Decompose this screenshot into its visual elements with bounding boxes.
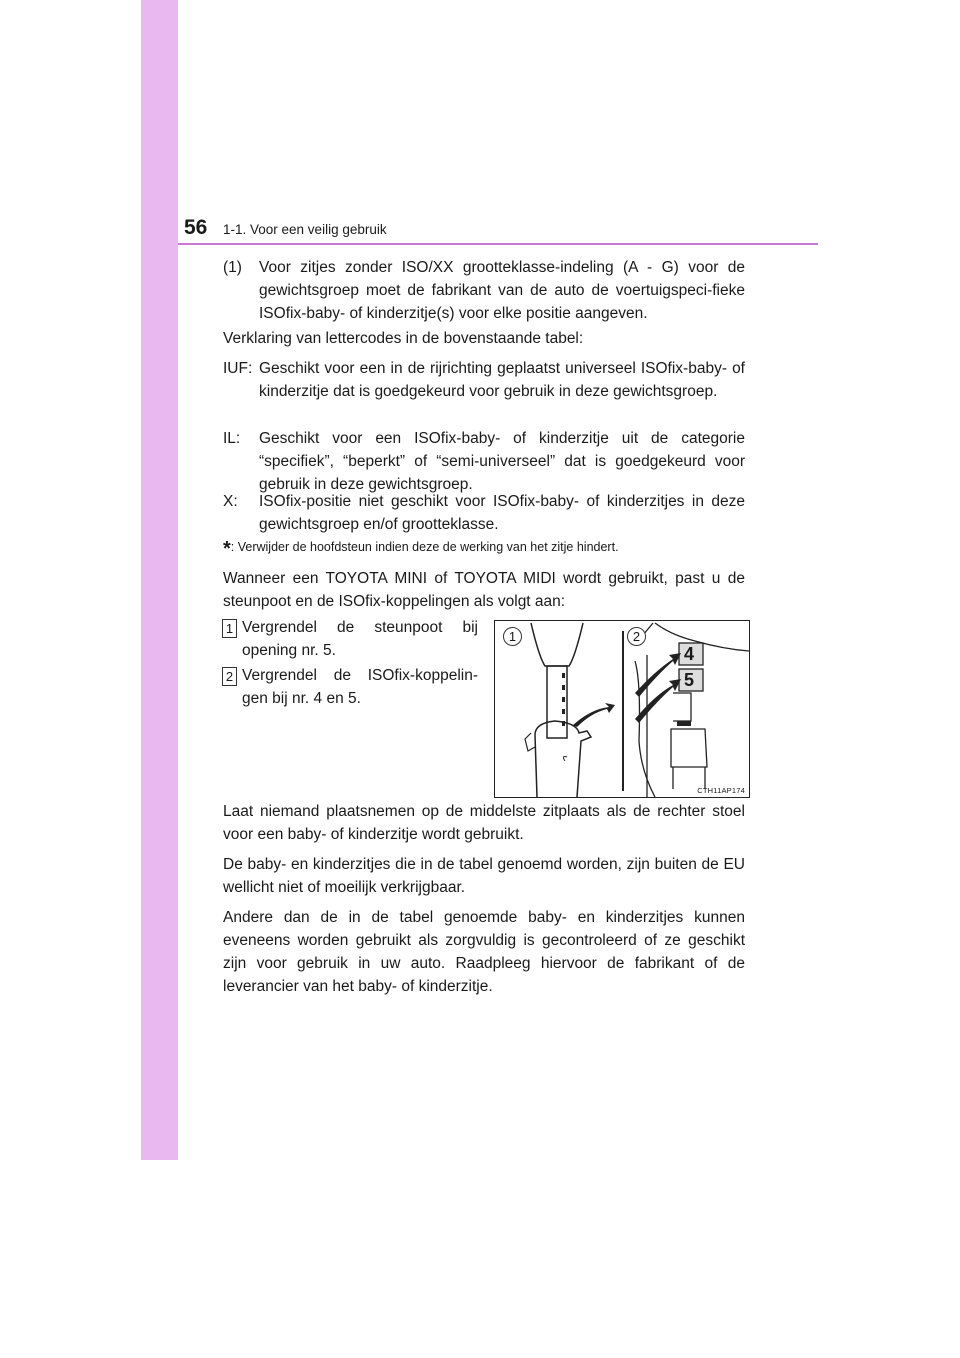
figure-label-4: 4 <box>684 644 695 664</box>
footnote <box>223 536 783 560</box>
code-text: ISOfix-positie niet geschikt voor ISOfix-baby- of kinderzitjes in deze gewichtsgroep en/of grootteklasse. <box>259 493 745 533</box>
paragraph-other-seats: Andere dan de in de tabel genoemde baby- en kinderzitjes kunnen eveneens worden gebruikt als zorgvuldig is gecontroleerd of ze geschikt zijn voor gebruik in uw auto. Raadpleeg hiervoor de fabrikant of de leverancier van het baby- of kinderzitje. <box>223 909 745 995</box>
figure-callout-2: 2 <box>627 627 646 646</box>
code-key: X: <box>223 493 238 510</box>
step-2-number: 2 <box>222 667 237 686</box>
figure-code: CTH11AP174 <box>697 786 745 795</box>
isofix-illustration <box>494 620 750 798</box>
step-1-number: 1 <box>222 619 237 638</box>
code-il <box>223 427 745 496</box>
code-text: Geschikt voor een in de rijrichting geplaatst universeel ISOfix-baby- of kinderzitje dat is goedgekeurd voor gebruik in deze gewichtsgroep. <box>259 360 745 400</box>
code-x <box>223 490 745 536</box>
note-1-text: Voor zitjes zonder ISO/XX grootteklasse-indeling (A - G) voor de gewichtsgroep moet de fabrikant van de auto de voertuigspeci-fieke ISOfix-baby- of kinderzitje(s) voor elke positie aangeven. <box>259 259 745 322</box>
step-2-text: Vergrendel de ISOfix-koppelin-gen bij nr. 4 en 5. <box>242 667 478 707</box>
header-divider <box>178 243 818 245</box>
note-1 <box>223 256 745 325</box>
code-iuf <box>223 357 745 403</box>
figure-label-5: 5 <box>684 670 695 690</box>
code-key: IUF: <box>223 360 253 377</box>
code-text: Geschikt voor een ISOfix-baby- of kinderzitje uit de categorie “specifiek”, “beperkt” of “semi-universeel” dat is goedgekeurd voor gebruik in deze gewichtsgroep. <box>259 430 745 493</box>
footnote-text: : Verwijder de hoofdsteun indien deze de werking van het zitje hindert. <box>230 540 619 554</box>
steps-intro: Wanneer een TOYOTA MINI of TOYOTA MIDI wordt gebruikt, past u de steunpoot en de ISOfix-koppelingen als volgt aan: <box>223 570 745 610</box>
section-title: 1-1. Voor een veilig gebruik <box>223 222 387 237</box>
footnote-star: * <box>223 538 231 560</box>
legend-intro: Verklaring van lettercodes in de bovenstaande tabel: <box>223 330 584 347</box>
figure-callout-1: 1 <box>503 627 522 646</box>
step-1-text: Vergrendel de steunpoot bij opening nr. 5. <box>242 619 478 659</box>
chapter-side-tab <box>141 0 178 1160</box>
page-number: 56 <box>184 216 208 239</box>
illustration-drawing <box>495 621 749 797</box>
note-1-key: (1) <box>223 259 242 276</box>
code-key: IL: <box>223 430 241 447</box>
paragraph-availability: De baby- en kinderzitjes die in de tabel genoemd worden, zijn buiten de EU wellicht niet of moeilijk verkrijgbaar. <box>223 856 745 896</box>
paragraph-middle-seat: Laat niemand plaatsnemen op de middelste zitplaats als de rechter stoel voor een baby- of kinderzitje wordt gebruikt. <box>223 803 745 843</box>
